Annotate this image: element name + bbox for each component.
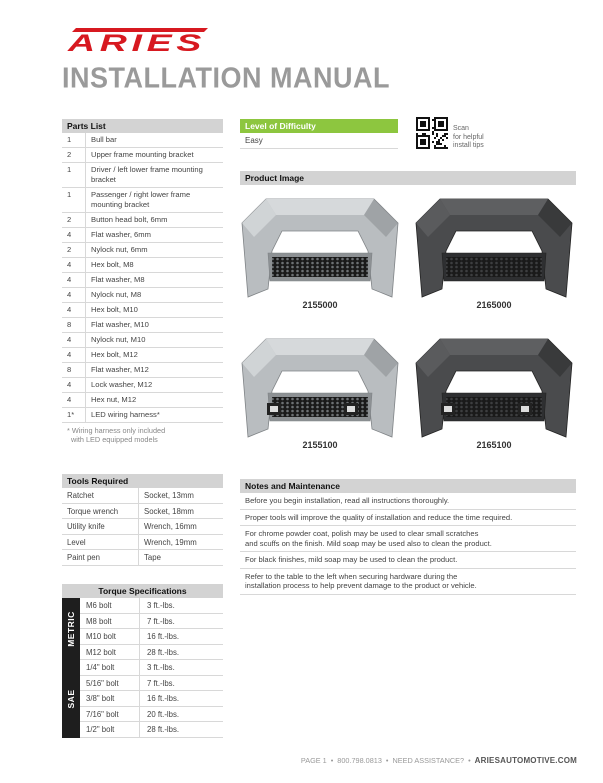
tool-name: Level <box>62 535 139 550</box>
part-desc: Flat washer, M8 <box>91 275 145 284</box>
torque-row <box>80 614 223 630</box>
part-qty: 4 <box>62 378 86 392</box>
aries-logo <box>62 24 212 54</box>
part-desc: Flat washer, M10 <box>91 320 149 329</box>
part-desc: Lock washer, M12 <box>91 380 153 389</box>
torque-value: 16 ft.-lbs. <box>147 632 180 641</box>
note-item <box>240 552 576 569</box>
part-qty: 4 <box>62 393 86 407</box>
product-image-header: Product Image <box>240 171 576 185</box>
tool-name: Wrench, 16mm <box>144 522 197 531</box>
part-desc: Flat washer, M12 <box>91 365 149 374</box>
torque-specifications <box>62 584 223 738</box>
part-qty: 4 <box>62 288 86 302</box>
note-item <box>240 493 576 510</box>
product-image <box>414 193 574 299</box>
part-qty: 4 <box>62 273 86 287</box>
torque-value: 7 ft.-lbs. <box>147 616 175 626</box>
part-desc: Passenger / right lower frame mounting bracket <box>91 190 191 209</box>
assistance-text: NEED ASSISTANCE? <box>392 756 465 765</box>
tools-row <box>62 519 223 535</box>
torque-value: 28 ft.-lbs. <box>147 725 180 734</box>
parts-row <box>62 228 223 243</box>
parts-row <box>62 318 223 333</box>
part-desc: Bull bar <box>91 135 117 144</box>
part-qty: 1* <box>62 408 86 422</box>
parts-list <box>62 119 223 444</box>
torque-value: 16 ft.-lbs. <box>147 694 180 703</box>
bolt-size: 3/8" bolt <box>80 691 140 706</box>
torque-value: 28 ft.-lbs. <box>147 647 180 657</box>
bolt-size: M10 bolt <box>80 629 140 644</box>
page-title: INSTALLATION MANUAL <box>62 62 390 94</box>
part-qty: 4 <box>62 303 86 317</box>
torque-value: 20 ft.-lbs. <box>147 709 180 719</box>
part-desc: Driver / left lower frame mounting bracket <box>91 165 203 184</box>
product-image <box>414 333 574 439</box>
part-desc: Hex bolt, M10 <box>91 305 138 314</box>
note-line: For chrome powder coat, polish may be used to clear small scratches <box>245 529 479 538</box>
note-item <box>240 569 576 595</box>
tools-header: Tools Required <box>62 474 223 488</box>
parts-row <box>62 363 223 378</box>
parts-row <box>62 163 223 188</box>
note-line: installation process to help prevent damage to the product or vehicle. <box>245 581 477 590</box>
bolt-size: M8 bolt <box>80 614 140 629</box>
tools-row <box>62 488 223 504</box>
parts-row <box>62 408 223 423</box>
parts-row <box>62 188 223 213</box>
tool-name: Paint pen <box>62 550 139 565</box>
tool-name: Wrench, 19mm <box>144 537 197 547</box>
part-qty: 2 <box>62 148 86 162</box>
parts-row <box>62 303 223 318</box>
torque-value: 3 ft.-lbs. <box>147 601 175 610</box>
notes-maintenance <box>240 479 576 595</box>
phone-number: 800.798.0813 <box>337 756 382 765</box>
torque-value: 3 ft.-lbs. <box>147 663 175 672</box>
torque-row <box>80 660 223 676</box>
page-footer: PAGE 1 • 800.798.0813 • NEED ASSISTANCE? • ARIESAUTOMOTIVE.COM <box>300 756 577 765</box>
tools-row <box>62 535 223 551</box>
part-desc: Hex bolt, M12 <box>91 350 138 359</box>
torque-row <box>80 707 223 723</box>
metric-group <box>62 598 223 660</box>
tool-name: Socket, 18mm <box>144 506 194 516</box>
part-qty: 1 <box>62 188 86 212</box>
part-desc: Nylock nut, M8 <box>91 290 142 299</box>
torque-row <box>80 645 223 661</box>
part-qty: 4 <box>62 258 86 272</box>
part-desc: Hex bolt, M8 <box>91 260 134 269</box>
torque-row <box>80 629 223 645</box>
note-line: Before you begin installation, read all instructions thoroughly. <box>245 496 450 505</box>
part-qty: 1 <box>62 163 86 187</box>
part-desc: Button head bolt, 6mm <box>91 215 168 224</box>
bolt-size: 5/16" bolt <box>80 676 140 691</box>
parts-row <box>62 273 223 288</box>
sae-label: SAE <box>62 660 80 738</box>
part-qty: 1 <box>62 133 86 147</box>
difficulty-value: Easy <box>240 133 398 149</box>
product-sku: 2165000 <box>476 300 512 310</box>
page-number: PAGE 1 <box>300 756 327 765</box>
tool-name: Torque wrench <box>62 504 139 519</box>
tools-required <box>62 474 223 566</box>
parts-row <box>62 133 223 148</box>
bolt-size: 1/4" bolt <box>80 660 140 675</box>
sae-group <box>62 660 223 738</box>
note-line: and scuffs on the finish. Mild soap may be used also to clean the product. <box>245 538 492 548</box>
part-desc: Hex nut, M12 <box>91 395 137 404</box>
parts-list-header: Parts List <box>62 119 223 133</box>
product-image <box>240 333 400 439</box>
parts-row <box>62 148 223 163</box>
tool-name: Utility knife <box>62 519 139 534</box>
parts-row <box>62 378 223 393</box>
bolt-size: 1/2" bolt <box>80 722 140 737</box>
bolt-size: 7/16" bolt <box>80 707 140 722</box>
parts-row <box>62 333 223 348</box>
part-desc: Upper frame mounting bracket <box>91 150 194 159</box>
part-desc: LED wiring harness* <box>91 410 160 419</box>
product-sku: 2165100 <box>476 440 512 450</box>
part-qty: 2 <box>62 213 86 227</box>
difficulty-header: Level of Difficulty <box>240 119 398 133</box>
part-qty: 2 <box>62 243 86 257</box>
bolt-size: M6 bolt <box>80 598 140 613</box>
tools-row <box>62 550 223 566</box>
torque-row <box>80 676 223 692</box>
qr-caption: Scan for helpful install tips <box>453 125 484 149</box>
parts-row <box>62 393 223 408</box>
part-desc: Flat washer, 6mm <box>91 230 151 239</box>
part-qty: 8 <box>62 318 86 332</box>
qr-code-icon[interactable] <box>416 117 448 149</box>
metric-label: METRIC <box>62 598 80 660</box>
note-item <box>240 510 576 527</box>
parts-row <box>62 213 223 228</box>
note-item <box>240 526 576 552</box>
part-qty: 4 <box>62 228 86 242</box>
parts-row <box>62 348 223 363</box>
part-qty: 4 <box>62 348 86 362</box>
torque-row <box>80 722 223 738</box>
parts-note: * Wiring harness only included with LED equipped models <box>67 426 166 444</box>
product-image <box>240 193 400 299</box>
tools-row <box>62 504 223 520</box>
note-line: Refer to the table to the left when securing hardware during the <box>245 571 458 581</box>
part-desc: Nylock nut, 6mm <box>91 245 148 254</box>
product-sku: 2155100 <box>302 440 338 450</box>
note-line: For black finishes, mild soap may be used to clean the product. <box>245 555 458 564</box>
part-desc: Nylock nut, M10 <box>91 335 146 344</box>
parts-row <box>62 258 223 273</box>
torque-row <box>80 691 223 707</box>
parts-row <box>62 243 223 258</box>
bolt-size: M12 bolt <box>80 645 140 660</box>
tool-name: Ratchet <box>62 488 139 503</box>
note-line: Proper tools will improve the quality of installation and reduce the time required. <box>245 512 513 522</box>
svg-text:ARIES: ARIES <box>66 30 206 54</box>
product-sku: 2155000 <box>302 300 338 310</box>
notes-header: Notes and Maintenance <box>240 479 576 493</box>
part-qty: 4 <box>62 333 86 347</box>
tool-name: Tape <box>144 553 161 562</box>
tool-name: Socket, 13mm <box>144 491 194 500</box>
torque-header: Torque Specifications <box>62 584 223 598</box>
difficulty-box <box>240 119 398 149</box>
part-qty: 8 <box>62 363 86 377</box>
torque-row <box>80 598 223 614</box>
torque-value: 7 ft.-lbs. <box>147 678 175 688</box>
website-link[interactable]: ARIESAUTOMOTIVE.COM <box>474 756 577 765</box>
parts-row <box>62 288 223 303</box>
